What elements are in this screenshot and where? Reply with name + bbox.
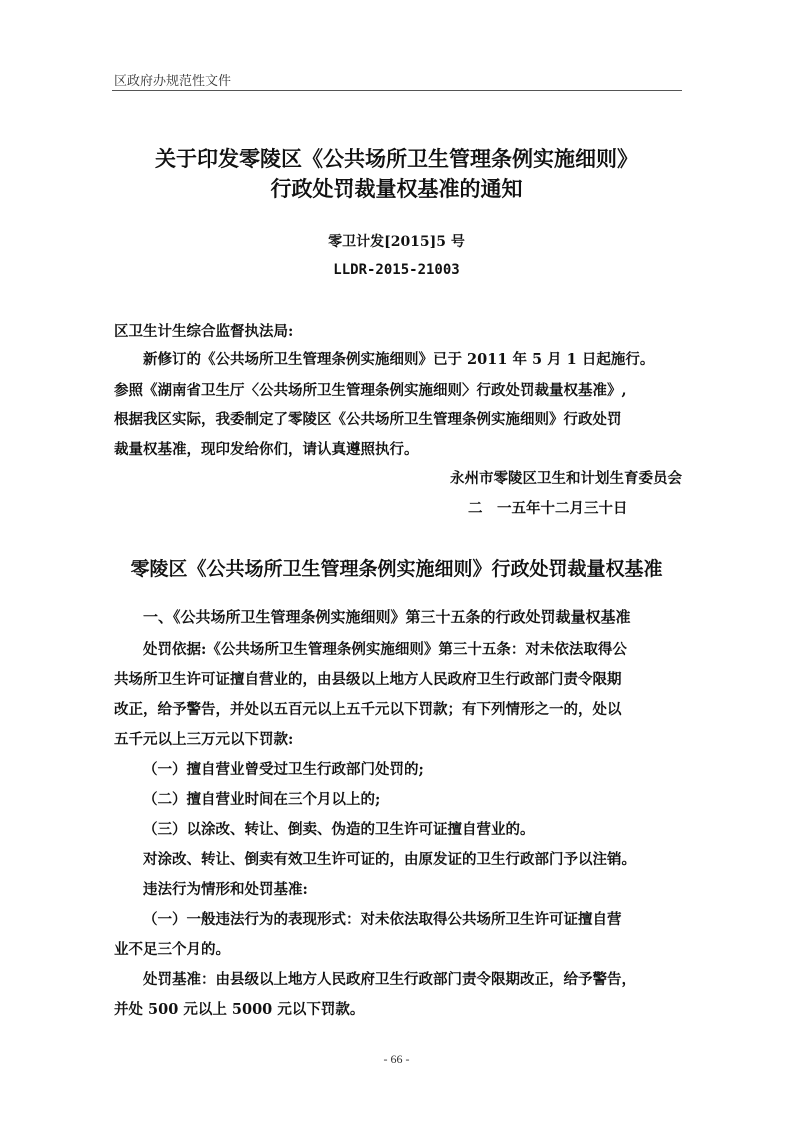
general-violation-line: 业不足三个月的。 xyxy=(114,941,230,958)
section-subtitle: 一、《公共场所卫生管理条例实施细则》第三十五条的行政处罚裁量权基准 xyxy=(143,608,631,626)
section-title: 零陵区《公共场所卫生管理条例实施细则》行政处罚裁量权基准 xyxy=(130,558,663,580)
addressee: 区卫生计生综合监督执法局: xyxy=(114,323,294,340)
basis-line: 五千元以上三万元以下罚款: xyxy=(114,731,294,748)
penalty-line: 处罚基准：由县级以上地方人民政府卫生行政部门责令限期改正，给予警告， xyxy=(143,971,636,988)
general-violation-line: （一）一般违法行为的表现形式：对未依法取得公共场所卫生许可证擅自营 xyxy=(143,911,622,928)
issue-date: 二 一五年十二月三十日 xyxy=(468,500,628,517)
notice-paragraph-line: 裁量权基准，现印发给你们，请认真遵照执行。 xyxy=(114,441,419,458)
basis-line: 共场所卫生许可证擅自营业的，由县级以上地方人民政府卫生行政部门责令限期 xyxy=(114,671,622,688)
document-title-line-1: 关于印发零陵区《公共场所卫生管理条例实施细则》 xyxy=(155,147,638,171)
document-title-line-2: 行政处罚裁量权基准的通知 xyxy=(270,177,523,201)
document-number: 零卫计发[2015]5 号 xyxy=(328,234,465,250)
criteria-title: 违法行为情形和处罚基准: xyxy=(143,881,308,898)
list-item: （三）以涂改、转让、倒卖、伪造的卫生许可证擅自营业的。 xyxy=(143,821,535,838)
list-item: （二）擅自营业时间在三个月以上的; xyxy=(143,791,381,808)
basis-line: 处罚依据:《公共场所卫生管理条例实施细则》第三十五条：对未依法取得公 xyxy=(143,641,627,658)
document-code: LLDR-2015-21003 xyxy=(333,262,460,278)
notice-paragraph-line: 根据我区实际，我委制定了零陵区《公共场所卫生管理条例实施细则》行政处罚 xyxy=(114,411,622,428)
penalty-line: 并处 500 元以上 5000 元以下罚款。 xyxy=(114,1001,365,1018)
notice-paragraph-line: 参照《湖南省卫生厅〈公共场所卫生管理条例实施细则〉行政处罚裁量权基准》, xyxy=(114,382,627,399)
header-rule xyxy=(112,90,682,91)
list-item: （一）擅自营业曾受过卫生行政部门处罚的; xyxy=(143,761,424,778)
issuer-signature: 永州市零陵区卫生和计划生育委员会 xyxy=(450,470,682,487)
document-header: 区政府办规范性文件 xyxy=(114,74,232,89)
basis-line: 改正，给予警告，并处以五百元以上五千元以下罚款；有下列情形之一的，处以 xyxy=(114,701,622,718)
revoke-clause: 对涂改、转让、倒卖有效卫生许可证的，由原发证的卫生行政部门予以注销。 xyxy=(143,851,636,868)
notice-paragraph-line: 新修订的《公共场所卫生管理条例实施细则》已于 2011 年 5 月 1 日起施行。 xyxy=(143,351,655,368)
page-number: - 66 - xyxy=(383,1052,410,1066)
